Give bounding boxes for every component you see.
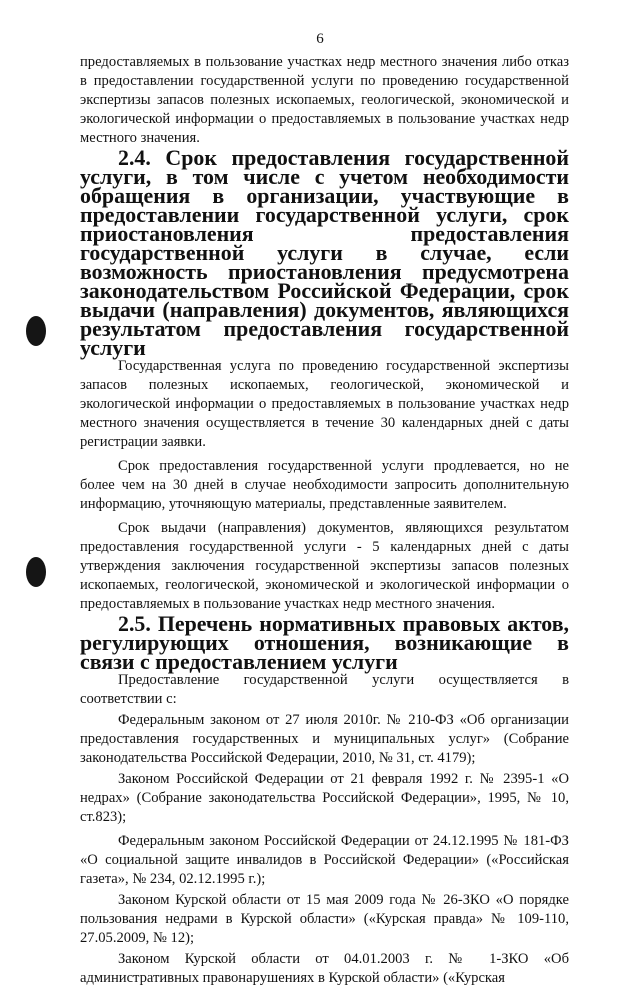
page-number: 6 (316, 31, 324, 47)
intro-paragraph: предоставляемых в пользование участках недр местного значения либо отказ в предоставлении государственной услуги по проведению государственной экспертизы запасов полезных ископаемых, геологической, экономической и экологической информации о предоставляемых в пользование участках недр местного значения. (80, 54, 569, 146)
section-2-5-paragraph-2: Федеральным законом от 27 июля 2010г. № 210-ФЗ «Об организации предоставления государственных и муниципальных услуг» (Собрание законодательства Российской Федерации, 2010, № 31, ст. 4179); (80, 712, 569, 766)
section-2-4-paragraph-3: Срок выдачи (направления) документов, являющихся результатом предоставления государственной услуги - 5 календарных дней с даты утверждения заключения государственной экспертизы запасов полезных ископаемых, геологической, экономической и экологической информации о предоставляемых в пользование участках недр местного значения. (80, 520, 569, 612)
section-2-5-paragraph-4: Федеральным законом Российской Федерации от 24.12.1995 № 181-ФЗ «О социальной защите инвалидов в Российской Федерации» («Российская газета», № 234, 02.12.1995 г.); (80, 833, 569, 887)
section-2-5-paragraph-6: Законом Курской области от 04.01.2003 г. № 1-ЗКО «Об административных правонарушениях в Курской области» («Курская (80, 951, 569, 986)
section-2-5-paragraph-1: Предоставление государственной услуги осуществляется в соответствии с: (80, 672, 569, 707)
section-2-5-paragraph-3: Законом Российской Федерации от 21 февраля 1992 г. № 2395-1 «О недрах» (Собрание законодательства Российской Федерации», 1995, № 10, ст.823); (80, 771, 569, 825)
section-2-4-paragraph-1: Государственная услуга по проведению государственной экспертизы запасов полезных ископаемых, геологической, экономической и экологической информации о предоставляемых в пользование участках недр местного значения осуществляется в течение 30 календарных дней с даты регистрации заявки. (80, 358, 569, 450)
punch-hole-lower (26, 557, 46, 587)
document-body (80, 53, 569, 988)
section-2-5-paragraph-5: Законом Курской области от 15 мая 2009 года № 26-ЗКО «О порядке пользования недрами в Курской области» («Курская правда» № 109-110, 27.05.2009, № 12); (80, 892, 569, 946)
section-2-5-heading: 2.5. Перечень нормативных правовых актов, регулирующих отношения, возникающие в связи с предоставлением услуги (80, 611, 569, 674)
section-2-4-paragraph-2: Срок предоставления государственной услуги продлевается, но не более чем на 30 дней в случае необходимости запросить дополнительную информацию, уточняющую материалы, представленные заявителем. (80, 458, 569, 512)
punch-hole-upper (26, 316, 46, 346)
section-2-4-heading: 2.4. Срок предоставления государственной услуги, в том числе с учетом необходимости обращения в организации, участвующие в предоставлении государственной услуги, срок приостановления предоставления государственной услуги в случае, если возможность приостановления предусмотрена законодательством Российской Федерации, срок выдачи (направления) документов, являющихся результатом предоставления государственной услуги (80, 145, 569, 360)
